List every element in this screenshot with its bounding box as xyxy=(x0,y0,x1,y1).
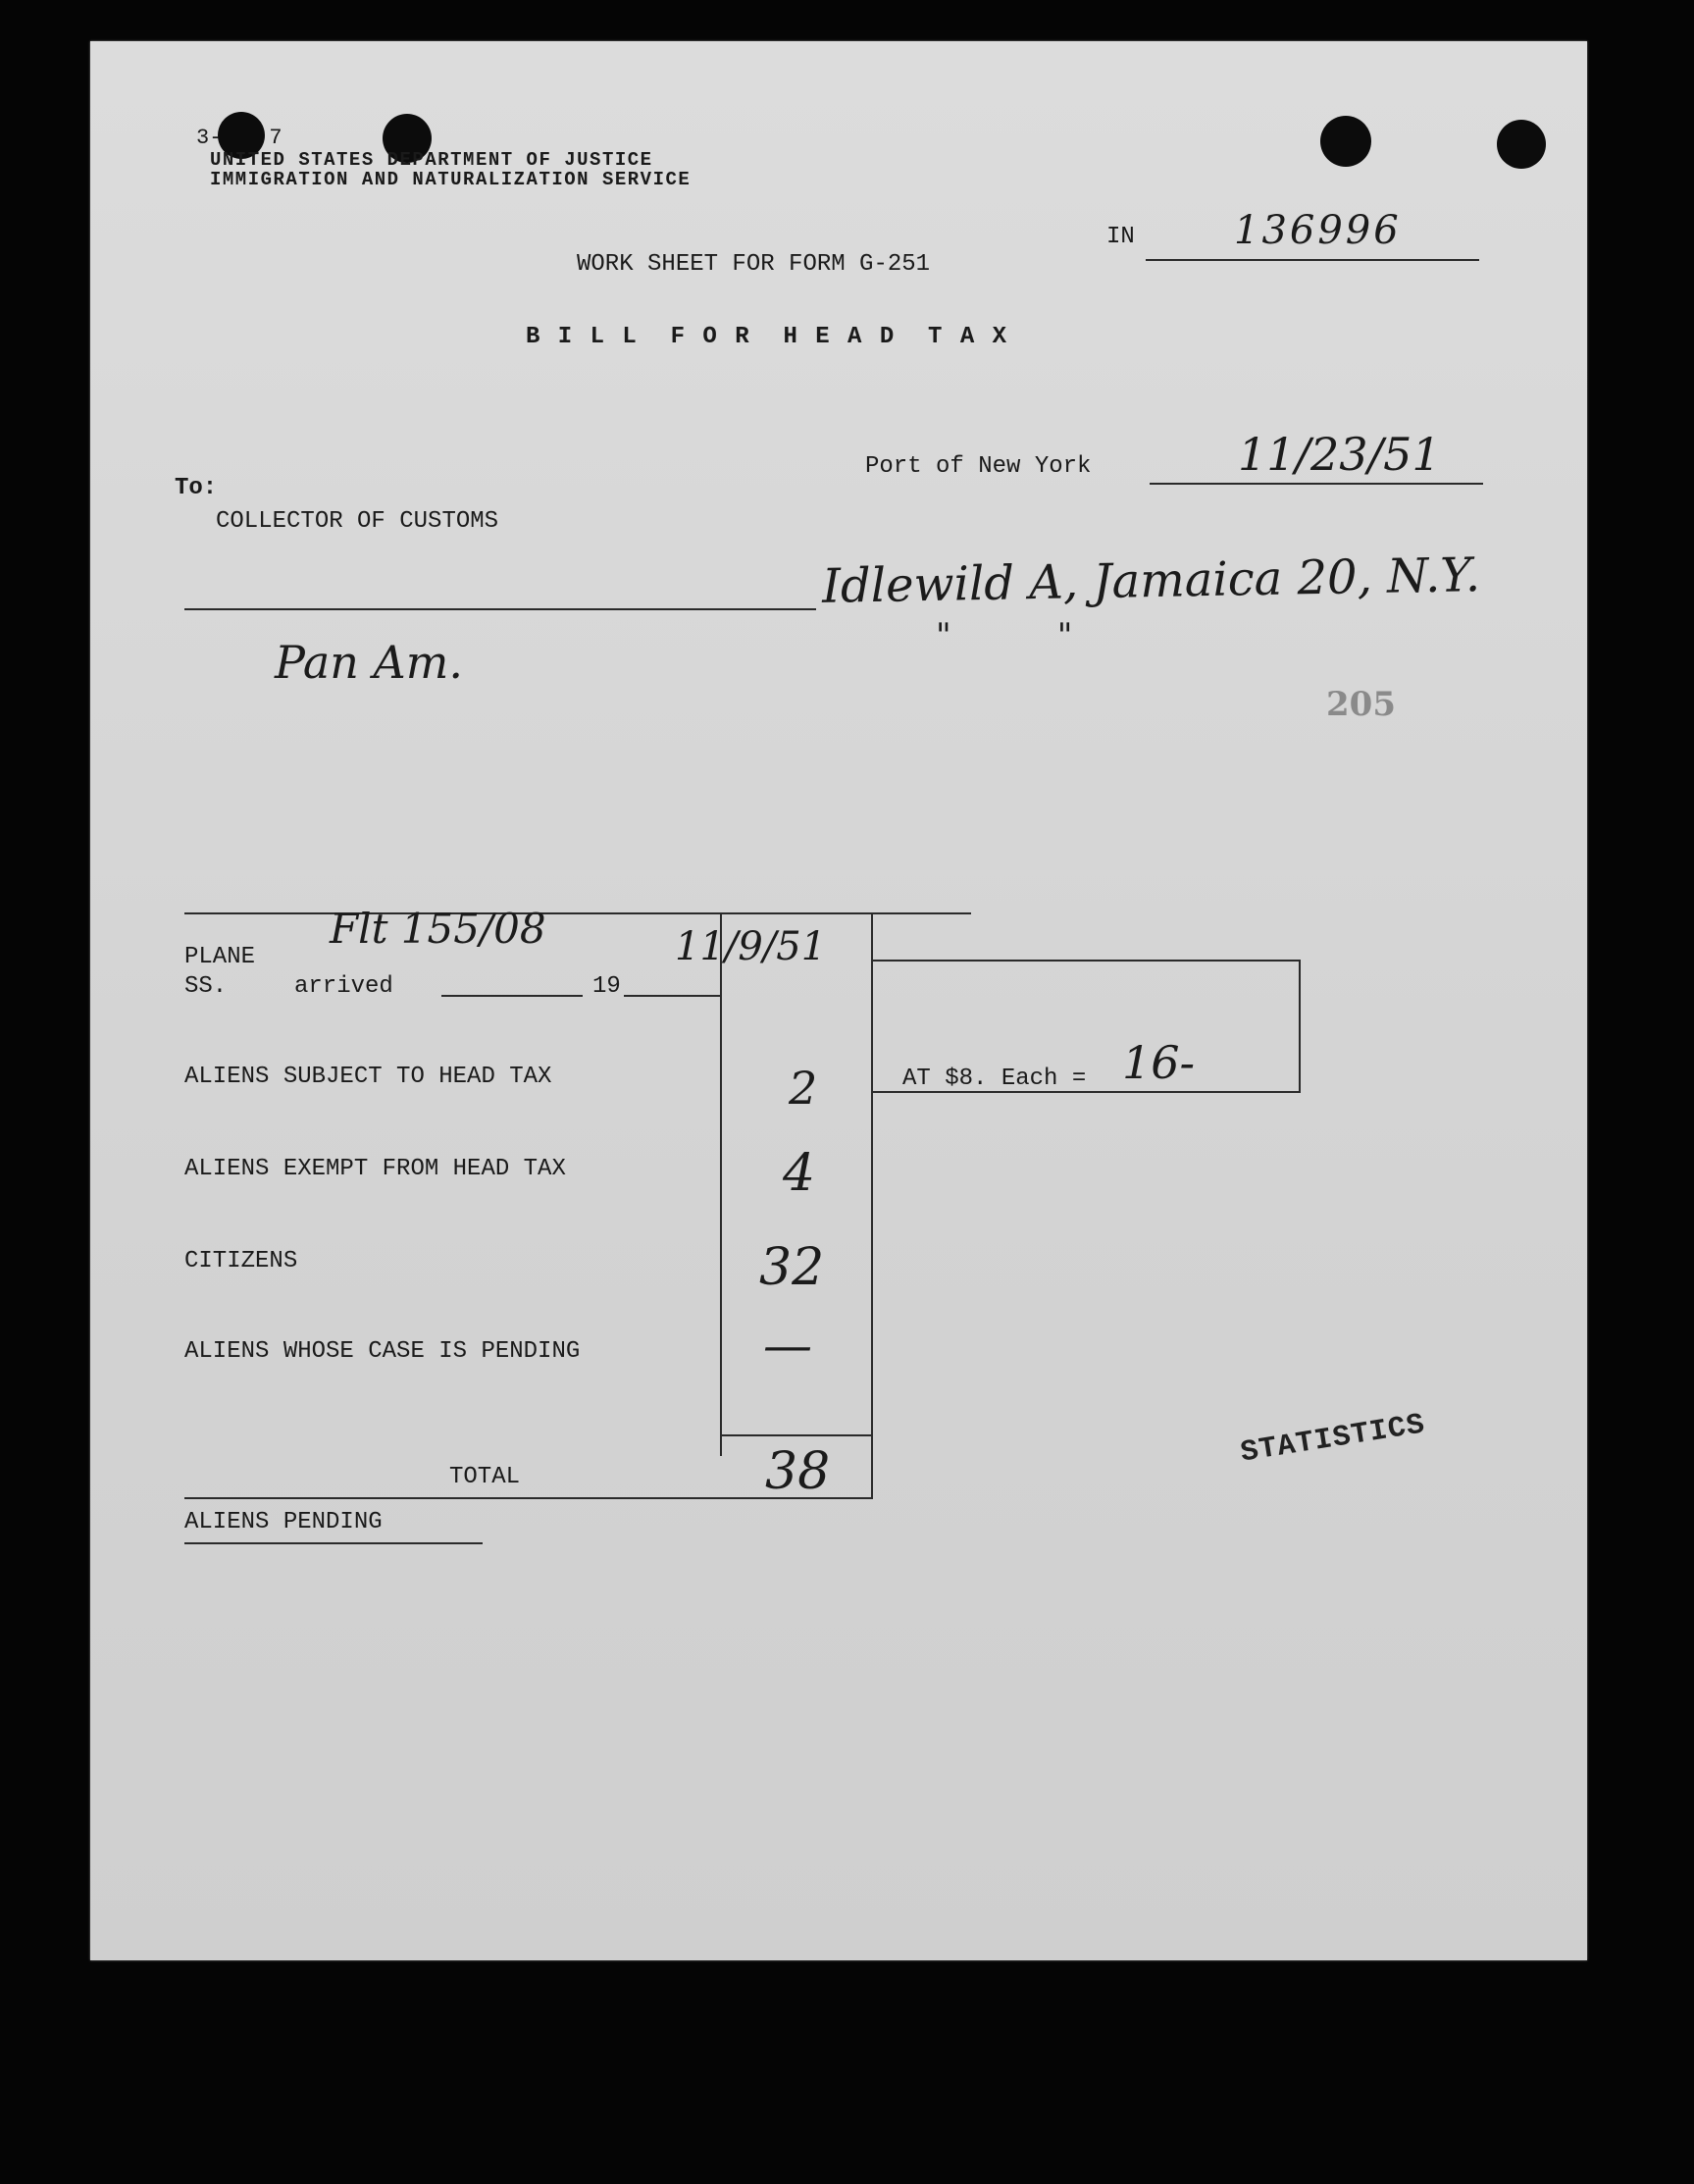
year-underline xyxy=(624,995,720,997)
subject-label: ALIENS SUBJECT TO HEAD TAX xyxy=(184,1064,552,1090)
form-code-suffix: 7 xyxy=(269,126,282,150)
citizens-label: CITIZENS xyxy=(184,1248,298,1274)
to-underline xyxy=(184,608,816,610)
form-code-prefix: 3- xyxy=(196,126,223,150)
punch-hole xyxy=(1497,120,1546,169)
to-label: To: xyxy=(175,475,218,501)
statistics-stamp: STATISTICS xyxy=(1238,1408,1428,1471)
tax-rate-label: AT $8. Each = xyxy=(902,1066,1087,1092)
arrived-date-underline xyxy=(441,995,583,997)
bill-title: B I L L F O R H E A D T A X xyxy=(526,324,1009,350)
total-label: TOTAL xyxy=(449,1464,521,1490)
aliens-pending-underline xyxy=(184,1542,483,1544)
citizens-value: 32 xyxy=(759,1238,825,1297)
form-code xyxy=(196,126,282,150)
arrival-date-handwritten: 11/9/51 xyxy=(675,924,827,969)
table-top-border xyxy=(184,912,971,914)
in-label: IN xyxy=(1106,224,1135,250)
address-handwritten: Idlewild A, Jamaica 20, N.Y. xyxy=(821,547,1481,614)
worksheet-title: WORK SHEET FOR FORM G-251 xyxy=(577,251,931,278)
year-prefix: 19 xyxy=(592,973,621,1000)
pending-value: — xyxy=(763,1317,812,1374)
total-value: 38 xyxy=(765,1442,831,1501)
tax-amount-handwritten: 16- xyxy=(1122,1036,1196,1089)
port-label: Port of New York xyxy=(865,453,1092,480)
port-date: 11/23/51 xyxy=(1238,428,1441,481)
exempt-label: ALIENS EXEMPT FROM HEAD TAX xyxy=(184,1156,566,1182)
plane-label: PLANE xyxy=(184,944,256,970)
punch-hole xyxy=(1320,116,1371,167)
subject-value: 2 xyxy=(789,1062,818,1115)
in-number: 136996 xyxy=(1234,208,1402,253)
ditto-marks: " " xyxy=(936,616,1073,655)
exempt-value: 4 xyxy=(783,1144,816,1203)
ss-label: SS. xyxy=(184,973,228,1000)
total-top-border xyxy=(720,1434,873,1436)
department-name: UNITED STATES DEPARTMENT OF JUSTICE xyxy=(210,149,653,171)
total-bottom-border xyxy=(184,1497,873,1499)
service-name: IMMIGRATION AND NATURALIZATION SERVICE xyxy=(210,169,692,190)
aliens-pending-label: ALIENS PENDING xyxy=(184,1509,383,1535)
pending-label: ALIENS WHOSE CASE IS PENDING xyxy=(184,1338,581,1365)
carrier-handwritten: Pan Am. xyxy=(275,636,464,689)
port-date-underline xyxy=(1150,483,1483,485)
to-value: COLLECTOR OF CUSTOMS xyxy=(216,508,499,535)
in-number-underline xyxy=(1146,259,1479,261)
arrived-label: arrived xyxy=(294,973,393,1000)
flight-handwritten: Flt 155/08 xyxy=(330,905,546,953)
stamp-number: 205 xyxy=(1326,685,1396,724)
document-page xyxy=(90,41,1587,1960)
count-column-left-border xyxy=(720,912,722,1456)
